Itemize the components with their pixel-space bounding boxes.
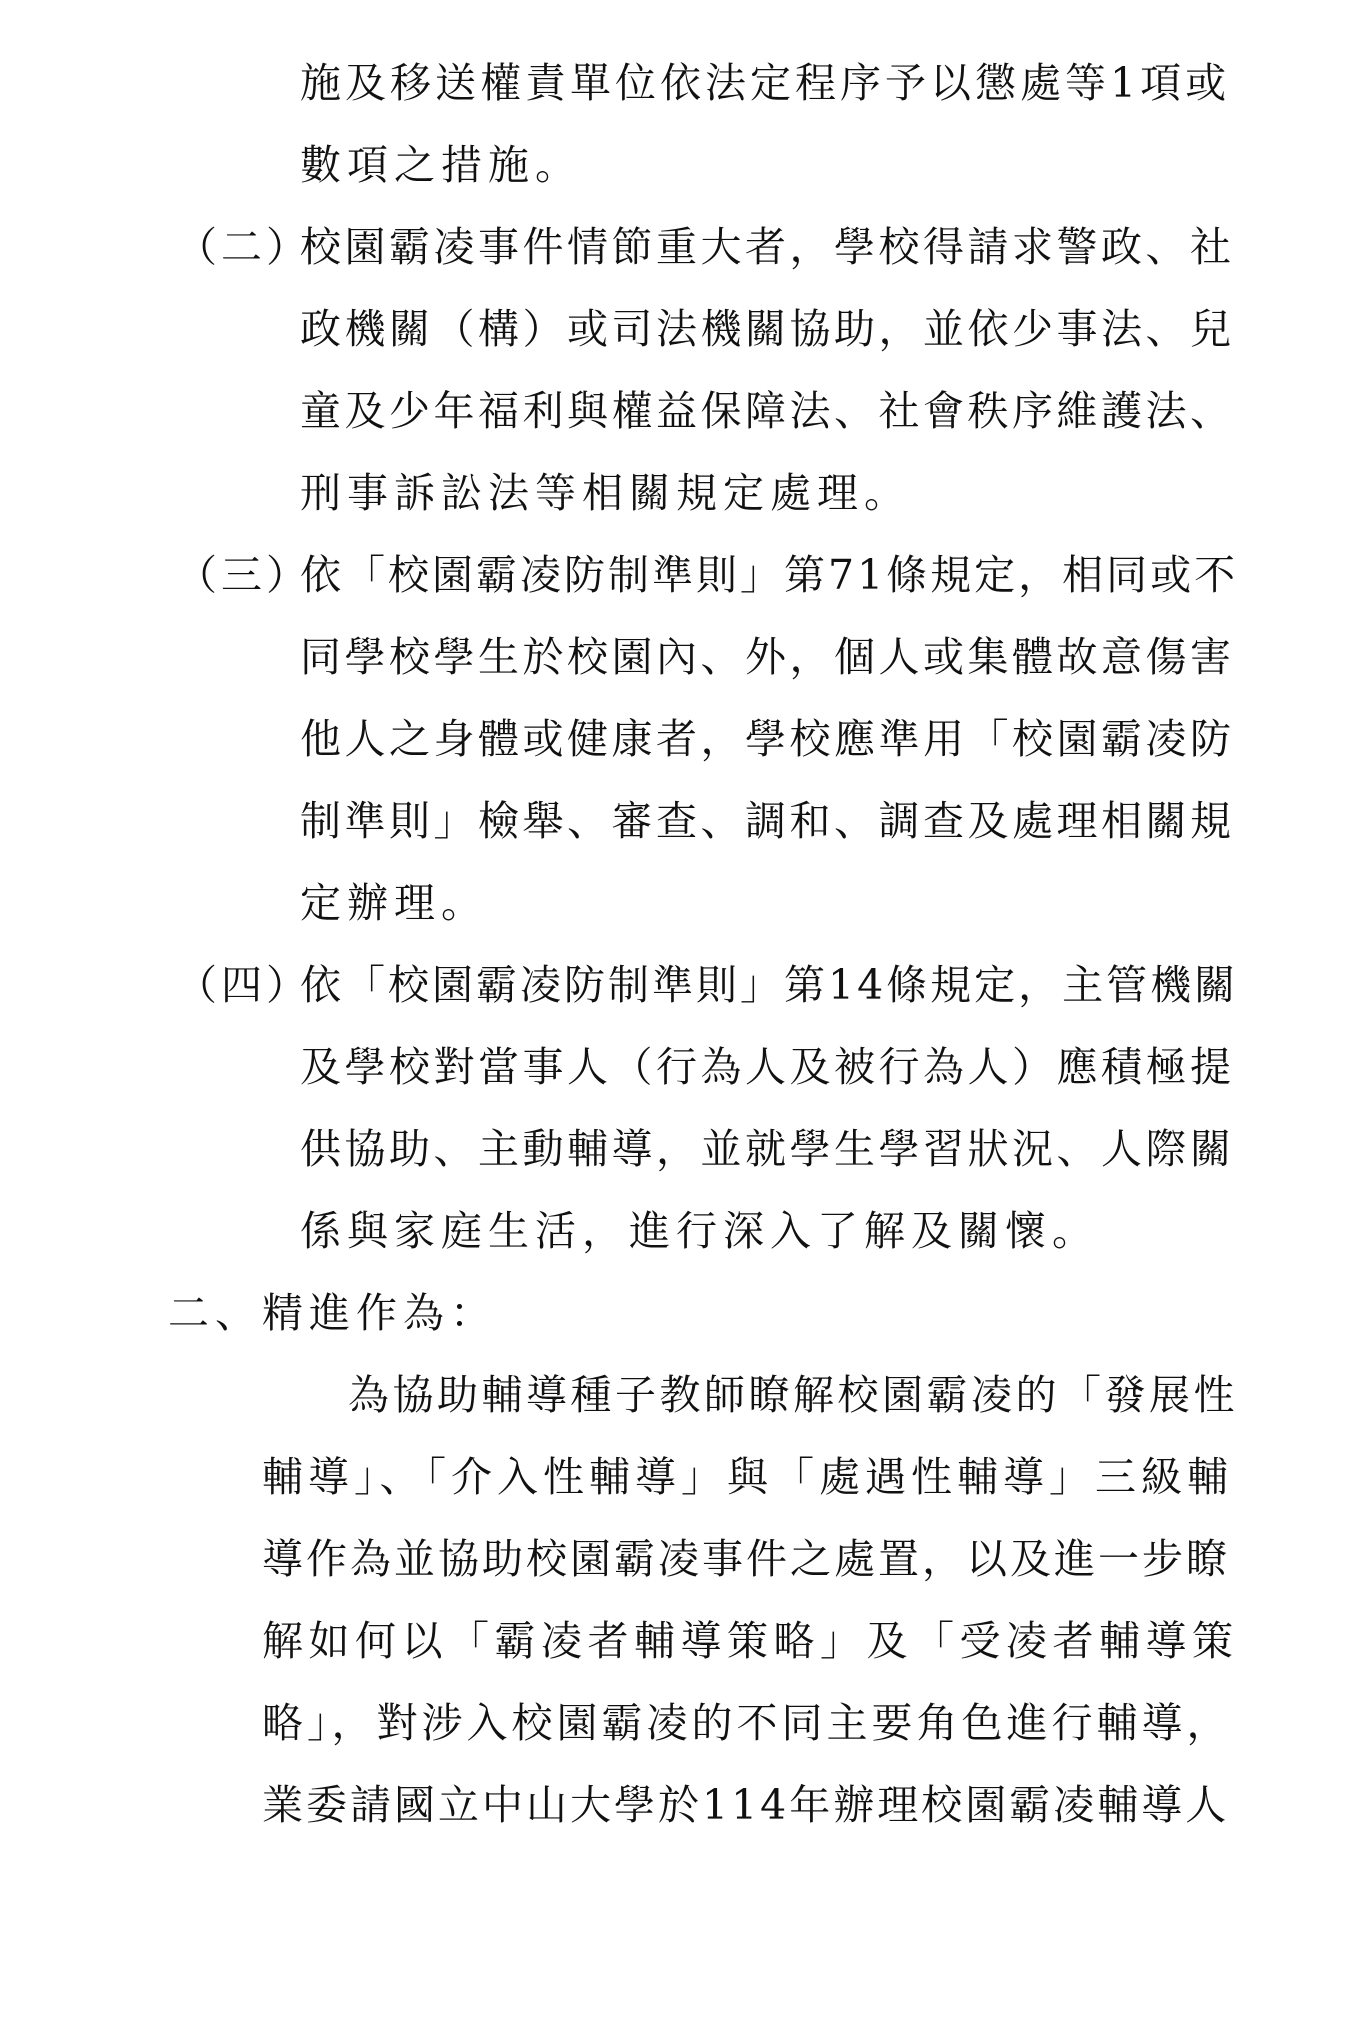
paragraph-line: 數項之措施。 bbox=[300, 141, 582, 189]
section-heading: 二、精進作為： bbox=[168, 1289, 497, 1337]
paragraph-line: 略」，對涉入校園霸凌的不同主要角色進行輔導， bbox=[262, 1699, 1232, 1747]
paragraph-line: 校園霸凌事件情節重大者，學校得請求警政、社 bbox=[300, 223, 1235, 271]
paragraph-line: 制準則」檢舉、審查、調和、調查及處理相關規 bbox=[300, 797, 1235, 845]
paragraph-line: 解如何以「霸凌者輔導策略」及「受凌者輔導策 bbox=[262, 1617, 1239, 1665]
paragraph-line: 同學校學生於校園內、外，個人或集體故意傷害 bbox=[300, 633, 1235, 681]
paragraph-line: 業委請國立中山大學於114年辦理校園霸凌輔導人 bbox=[262, 1781, 1230, 1829]
paragraph-line: 係與家庭生活，進行深入了解及關懷。 bbox=[300, 1207, 1099, 1255]
paragraph-line: 導作為並協助校園霸凌事件之處置，以及進一步瞭 bbox=[262, 1535, 1230, 1583]
paragraph-line: 他人之身體或健康者，學校應準用「校園霸凌防 bbox=[300, 715, 1235, 763]
paragraph-line: 及學校對當事人（行為人及被行為人）應積極提 bbox=[300, 1043, 1235, 1091]
list-marker-3: （三） bbox=[176, 551, 311, 599]
paragraph-line: 施及移送權責單位依法定程序予以懲處等1項或 bbox=[300, 59, 1231, 107]
paragraph-line: 供協助、主動輔導，並就學生學習狀況、人際關 bbox=[300, 1125, 1235, 1173]
paragraph-line: 刑事訴訟法等相關規定處理。 bbox=[300, 469, 911, 517]
list-marker-4: （四） bbox=[176, 961, 311, 1009]
paragraph-line: 輔導」、「介入性輔導」與「處遇性輔導」三級輔 bbox=[262, 1453, 1233, 1501]
paragraph-line: 依「校園霸凌防制準則」第71條規定，相同或不 bbox=[300, 551, 1239, 599]
paragraph-line: 定辦理。 bbox=[300, 879, 488, 927]
paragraph-line: 政機關（構）或司法機關協助，並依少事法、兒 bbox=[300, 305, 1235, 353]
list-marker-2: （二） bbox=[176, 223, 311, 271]
paragraph-line: 依「校園霸凌防制準則」第14條規定，主管機關 bbox=[300, 961, 1239, 1009]
paragraph-line: 為協助輔導種子教師瞭解校園霸凌的「發展性 bbox=[348, 1371, 1238, 1419]
paragraph-line: 童及少年福利與權益保障法、社會秩序維護法、 bbox=[300, 387, 1235, 435]
